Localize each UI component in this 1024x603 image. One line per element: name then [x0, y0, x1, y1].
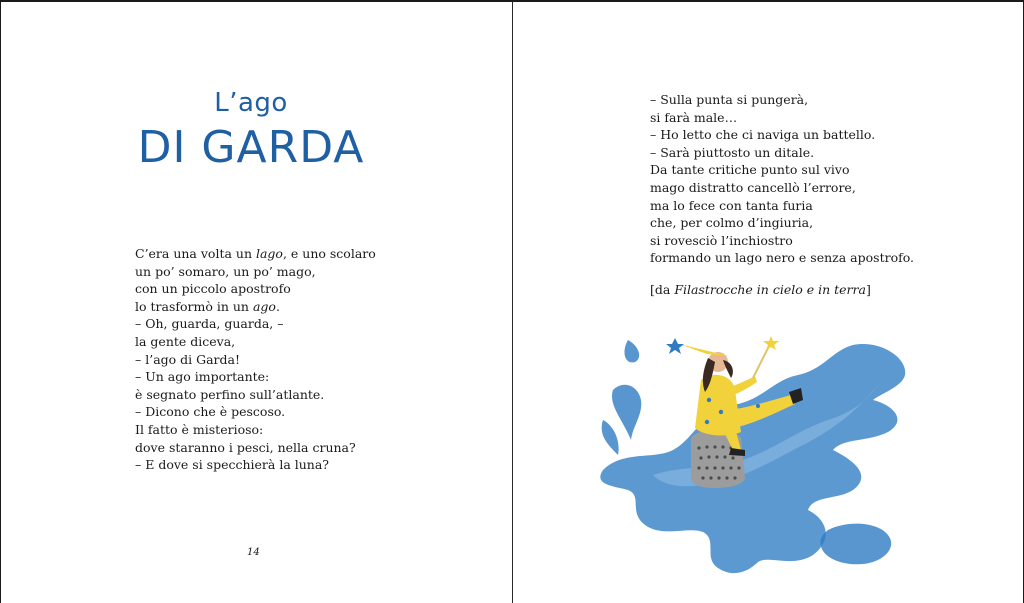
poem-line [135, 386, 376, 404]
poem-line [135, 421, 376, 439]
poem-line: Da tante critiche punto sul vivo [650, 162, 850, 178]
watercolor-wizard-illustration [583, 300, 923, 590]
poem-line: ma lo fece con tanta furia [650, 197, 813, 213]
poem-line: si rovesciò l’inchiostro [650, 232, 793, 248]
poem-line: – Sulla punta si pungerà, [650, 92, 809, 107]
poem-line [135, 439, 376, 457]
line-segment: – Oh, guarda, guarda, – [135, 316, 284, 332]
line-segment: dove staranno i pesci, nella cruna? [135, 439, 356, 455]
source-prefix: [da [650, 282, 675, 297]
poem-line [135, 263, 376, 281]
water-puddle [820, 524, 891, 565]
line-segment: con un piccolo apostrofo [135, 281, 291, 297]
poem-line [135, 403, 376, 421]
poem-line [135, 456, 376, 474]
line-segment: . [275, 298, 280, 314]
line-segment: , e uno scolaro [282, 246, 376, 261]
hat-star-icon [666, 338, 684, 354]
page-number: 14 [247, 547, 260, 558]
line-segment: C’era una volta un [135, 246, 256, 261]
source-title: Filastrocche in cielo e in terra [674, 282, 866, 297]
poem-line [135, 351, 376, 369]
poem-line [135, 368, 376, 386]
wizard-hat [679, 344, 729, 356]
left-poem [135, 245, 376, 474]
poem-line: mago distratto cancellò l’errore, [650, 179, 856, 195]
poem-line [135, 298, 376, 316]
line-segment: lo trasformò in un [135, 298, 253, 314]
title-large: DI GARDA [137, 122, 365, 173]
source-citation [650, 282, 871, 297]
line-segment: la gente diceva, [135, 333, 236, 349]
line-segment: un po’ somaro, un po’ mago, [135, 263, 316, 279]
emphasized-word: lago [255, 246, 283, 261]
title-small: L’ago [214, 88, 288, 118]
poem-line: – Sarà piuttosto un ditale. [650, 144, 815, 160]
poem-line [135, 280, 376, 298]
wand-star-icon [763, 336, 779, 350]
right-page [513, 2, 1023, 603]
poem-line: – Ho letto che ci naviga un battello. [650, 127, 876, 143]
magic-wand [753, 346, 769, 378]
poem-line: che, per colmo d’ingiuria, [650, 215, 814, 231]
poem-line [135, 333, 376, 351]
line-segment: – Un ago importante: [135, 369, 270, 385]
line-segment: – Dicono che è pescoso. [135, 404, 286, 420]
poem-line: formando un lago nero e senza apostrofo. [650, 250, 915, 266]
poem-line: si farà male… [650, 109, 738, 125]
line-segment: è segnato perfino sull’atlante. [135, 386, 325, 402]
right-poem [650, 91, 914, 267]
line-segment: Il fatto è misterioso: [135, 421, 264, 437]
line-segment: – E dove si specchierà la luna? [135, 457, 330, 473]
emphasized-word: ago [252, 298, 276, 314]
source-suffix: ] [865, 282, 871, 297]
line-segment: – l’ago di Garda! [135, 351, 241, 367]
water-spray-left [602, 340, 642, 455]
left-page [1, 2, 513, 603]
poem-line [135, 245, 376, 263]
poem-line [135, 315, 376, 333]
